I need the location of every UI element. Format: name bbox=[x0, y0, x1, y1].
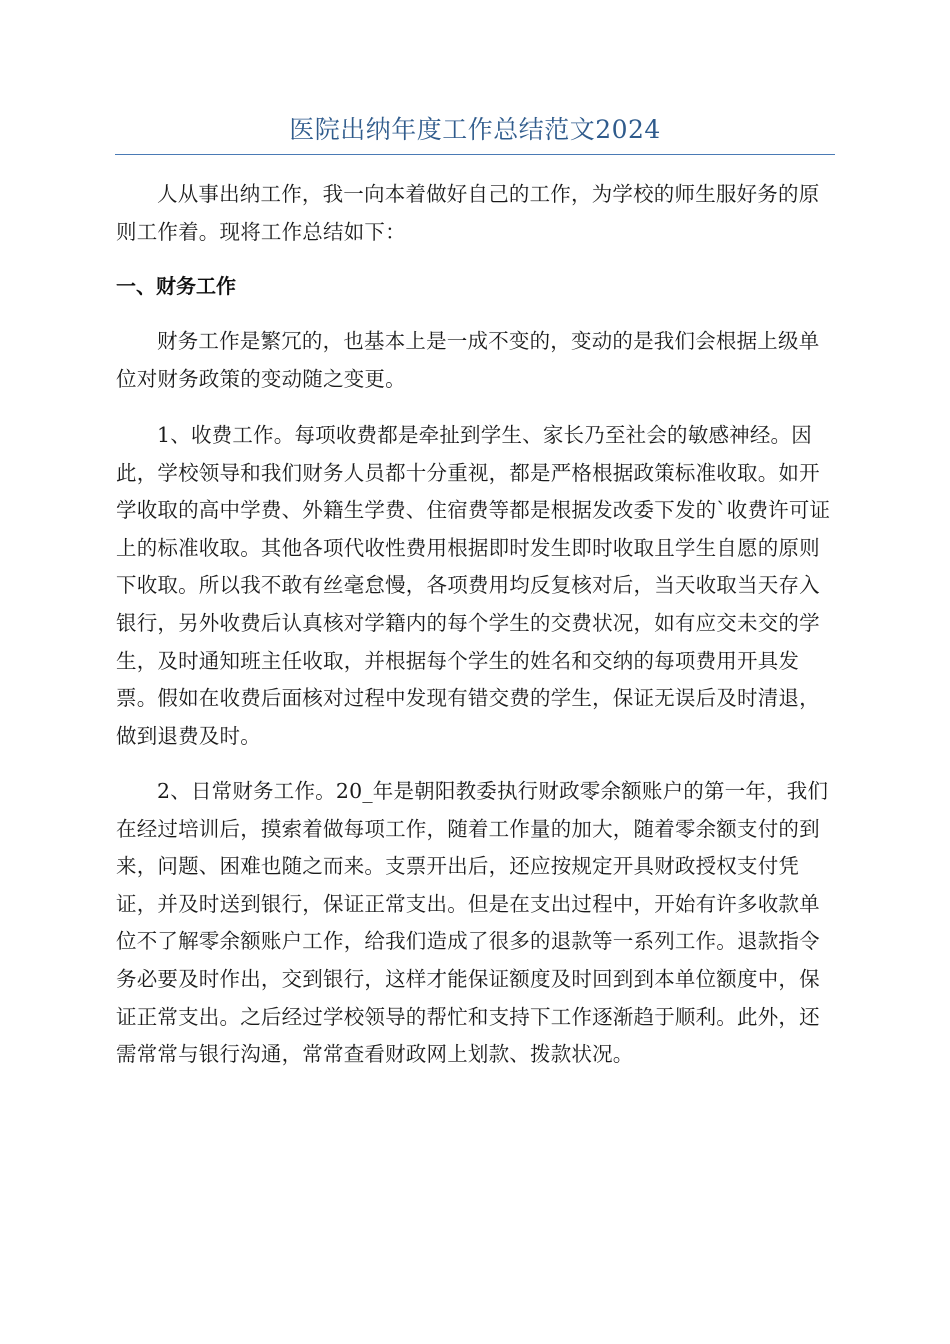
intro-paragraph: 人从事出纳工作，我一向本着做好自己的工作，为学校的师生服好务的原则工作着。现将工作总结如下： bbox=[116, 182, 820, 244]
document-title: 医院出纳年度工作总结范文2024 bbox=[289, 115, 661, 144]
title-underline bbox=[115, 154, 835, 155]
section1-paragraph1-block bbox=[116, 323, 834, 398]
section1-paragraph1: 财务工作是繁冗的，也基本上是一成不变的，变动的是我们会根据上级单位对财务政策的变动随之变更。 bbox=[116, 329, 820, 391]
intro-paragraph-block bbox=[116, 176, 834, 251]
section1-paragraph3-block bbox=[116, 773, 834, 1074]
section-heading-finance: 一、财务工作 bbox=[116, 274, 236, 298]
section1-paragraph2: 1、收费工作。每项收费都是牵扯到学生、家长乃至社会的敏感神经。因此，学校领导和我们财务人员都十分重视，都是严格根据政策标准收取。如开学收取的高中学费、外籍生学费、住宿费等都是根据发改委下发的`收费许可证上的标准收取。其他各项代收性费用根据即时发生即时收取且学生自愿的原则下收取。所以我不敢有丝毫怠慢，各项费用均反复核对后，当天收取当天存入银行，另外收费后认真核对学籍内的每个学生的交费状况，如有应交未交的学生，及时通知班主任收取，并根据每个学生的姓名和交纳的每项费用开具发票。假如在收费后面核对过程中发现有错交费的学生，保证无误后及时清退，做到退费及时。 bbox=[116, 423, 831, 748]
section1-paragraph3: 2、日常财务工作。20_年是朝阳教委执行财政零余额账户的第一年，我们在经过培训后，摸索着做每项工作，随着工作量的加大，随着零余额支付的到来，问题、困难也随之而来。支票开出后，还应按规定开具财政授权支付凭证，并及时送到银行，保证正常支出。但是在支出过程中，开始有许多收款单位不了解零余额账户工作，给我们造成了很多的退款等一系列工作。退款指令务必要及时作出，交到银行，这样才能保证额度及时回到到本单位额度中，保证正常支出。之后经过学校领导的帮忙和支持下工作逐渐趋于顺利。此外，还需常常与银行沟通，常常查看财政网上划款、拨款状况。 bbox=[116, 779, 829, 1067]
section1-paragraph2-block bbox=[116, 417, 834, 755]
